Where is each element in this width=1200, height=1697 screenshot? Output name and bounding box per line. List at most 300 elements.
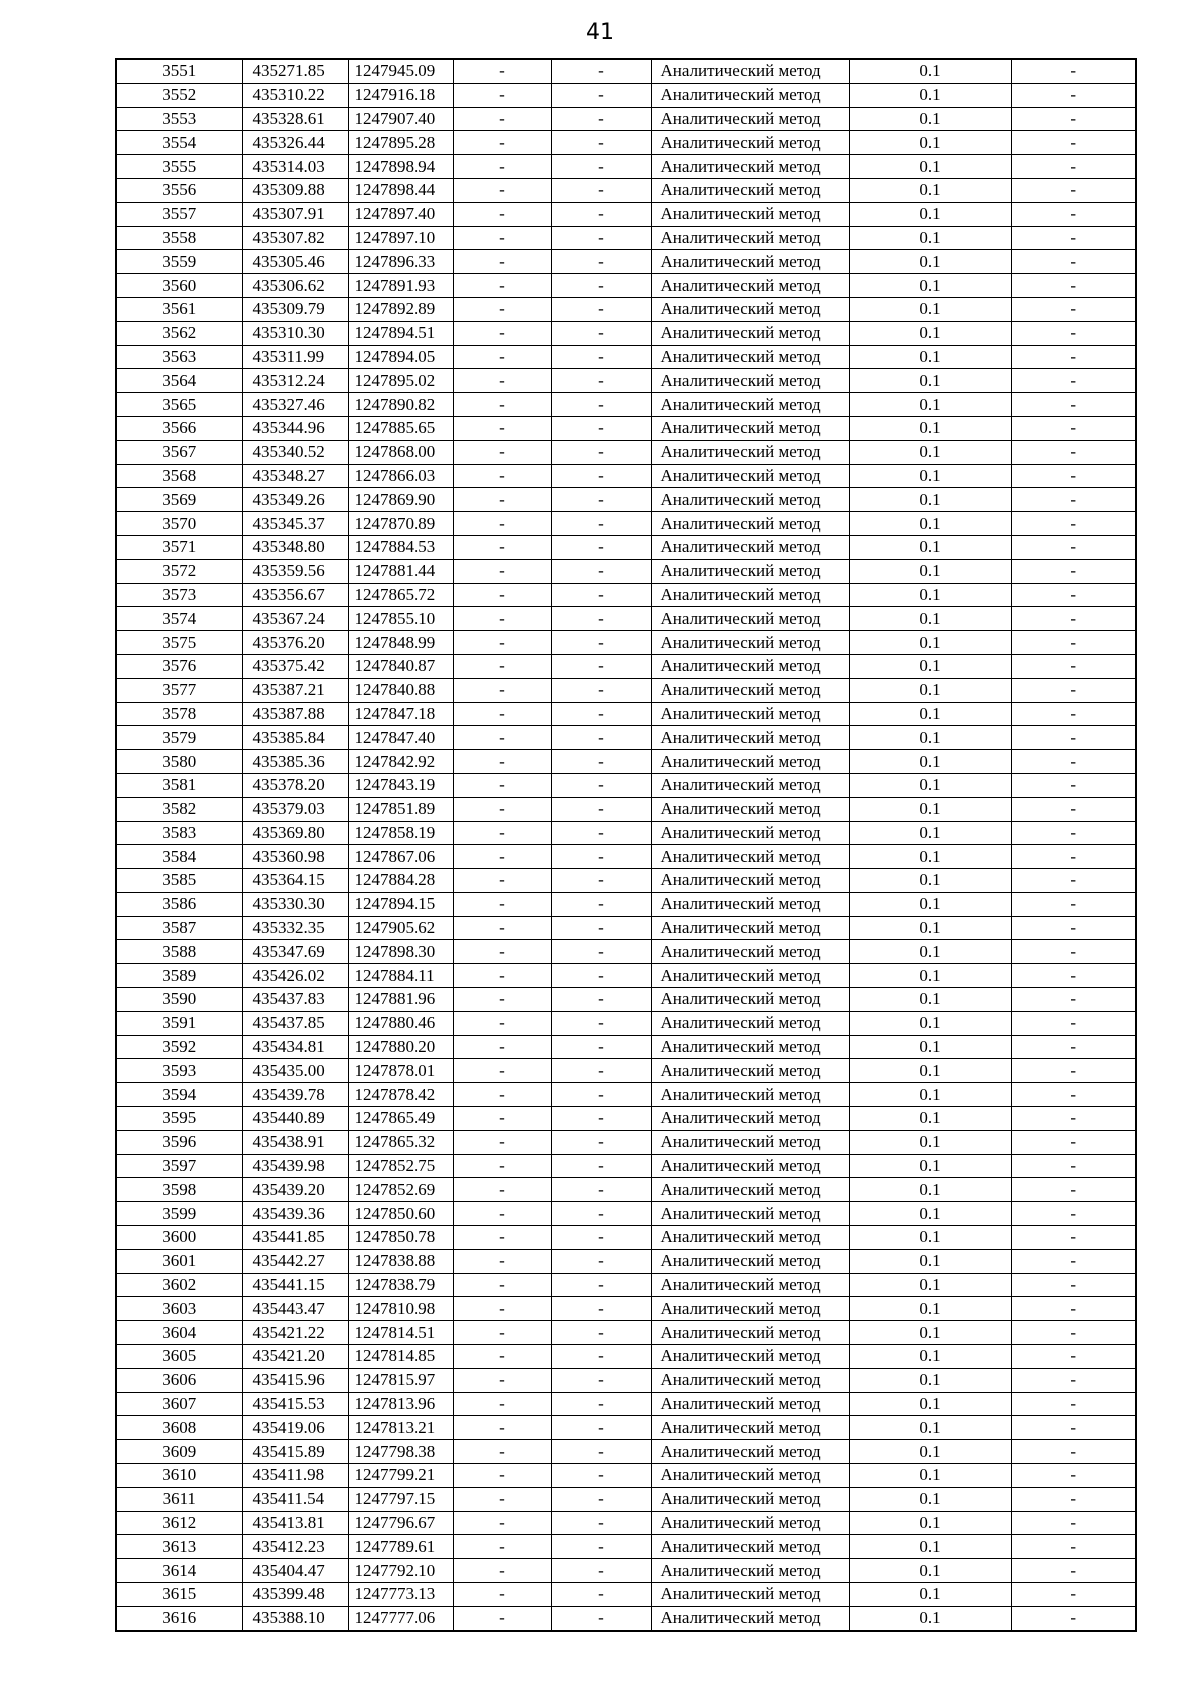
y-coordinate-cell: 1247890.82 (348, 393, 453, 417)
coordinates-table-body (116, 59, 1136, 1631)
empty-value-cell: - (551, 1083, 651, 1107)
accuracy-cell: 0.1 (849, 916, 1011, 940)
empty-value-cell: - (453, 988, 551, 1012)
point-number-cell: 3566 (116, 416, 242, 440)
point-number-cell: 3556 (116, 178, 242, 202)
point-number-cell: 3609 (116, 1440, 242, 1464)
method-cell: Аналитический метод (651, 797, 849, 821)
y-coordinate-cell: 1247773.13 (348, 1583, 453, 1607)
empty-value-cell: - (551, 1035, 651, 1059)
table-row (116, 1083, 1136, 1107)
y-coordinate-cell: 1247847.18 (348, 702, 453, 726)
empty-value-cell: - (551, 1011, 651, 1035)
y-coordinate-cell: 1247855.10 (348, 607, 453, 631)
x-coordinate-cell: 435439.20 (242, 1178, 348, 1202)
y-coordinate-cell: 1247852.75 (348, 1154, 453, 1178)
x-coordinate-cell: 435307.82 (242, 226, 348, 250)
empty-value-cell: - (551, 1464, 651, 1488)
table-row (116, 1345, 1136, 1369)
accuracy-cell: 0.1 (849, 274, 1011, 298)
empty-value-cell: - (453, 892, 551, 916)
x-coordinate-cell: 435437.83 (242, 988, 348, 1012)
accuracy-cell: 0.1 (849, 1202, 1011, 1226)
method-cell: Аналитический метод (651, 416, 849, 440)
empty-value-cell: - (1011, 988, 1136, 1012)
table-row (116, 1297, 1136, 1321)
point-number-cell: 3584 (116, 845, 242, 869)
empty-value-cell: - (551, 440, 651, 464)
empty-value-cell: - (453, 131, 551, 155)
y-coordinate-cell: 1247945.09 (348, 59, 453, 83)
empty-value-cell: - (1011, 440, 1136, 464)
table-row (116, 1606, 1136, 1630)
empty-value-cell: - (1011, 1226, 1136, 1250)
table-row (116, 869, 1136, 893)
y-coordinate-cell: 1247814.85 (348, 1345, 453, 1369)
method-cell: Аналитический метод (651, 1011, 849, 1035)
empty-value-cell: - (1011, 1011, 1136, 1035)
table-row (116, 155, 1136, 179)
method-cell: Аналитический метод (651, 654, 849, 678)
y-coordinate-cell: 1247884.53 (348, 535, 453, 559)
method-cell: Аналитический метод (651, 988, 849, 1012)
empty-value-cell: - (453, 1154, 551, 1178)
x-coordinate-cell: 435411.98 (242, 1464, 348, 1488)
point-number-cell: 3565 (116, 393, 242, 417)
accuracy-cell: 0.1 (849, 1464, 1011, 1488)
empty-value-cell: - (551, 512, 651, 536)
point-number-cell: 3552 (116, 83, 242, 107)
point-number-cell: 3562 (116, 321, 242, 345)
empty-value-cell: - (551, 916, 651, 940)
empty-value-cell: - (1011, 869, 1136, 893)
table-row (116, 202, 1136, 226)
empty-value-cell: - (551, 488, 651, 512)
empty-value-cell: - (453, 1464, 551, 1488)
method-cell: Аналитический метод (651, 1345, 849, 1369)
table-row (116, 131, 1136, 155)
x-coordinate-cell: 435312.24 (242, 369, 348, 393)
accuracy-cell: 0.1 (849, 250, 1011, 274)
y-coordinate-cell: 1247798.38 (348, 1440, 453, 1464)
y-coordinate-cell: 1247870.89 (348, 512, 453, 536)
x-coordinate-cell: 435421.20 (242, 1345, 348, 1369)
method-cell: Аналитический метод (651, 726, 849, 750)
point-number-cell: 3586 (116, 892, 242, 916)
y-coordinate-cell: 1247796.67 (348, 1511, 453, 1535)
y-coordinate-cell: 1247867.06 (348, 845, 453, 869)
method-cell: Аналитический метод (651, 583, 849, 607)
point-number-cell: 3611 (116, 1487, 242, 1511)
empty-value-cell: - (1011, 297, 1136, 321)
table-row (116, 321, 1136, 345)
y-coordinate-cell: 1247894.05 (348, 345, 453, 369)
empty-value-cell: - (453, 773, 551, 797)
y-coordinate-cell: 1247838.79 (348, 1273, 453, 1297)
point-number-cell: 3577 (116, 678, 242, 702)
table-row (116, 654, 1136, 678)
y-coordinate-cell: 1247777.06 (348, 1606, 453, 1630)
table-row (116, 1011, 1136, 1035)
method-cell: Аналитический метод (651, 464, 849, 488)
empty-value-cell: - (551, 654, 651, 678)
point-number-cell: 3601 (116, 1249, 242, 1273)
accuracy-cell: 0.1 (849, 369, 1011, 393)
empty-value-cell: - (1011, 1249, 1136, 1273)
empty-value-cell: - (453, 916, 551, 940)
empty-value-cell: - (1011, 1392, 1136, 1416)
accuracy-cell: 0.1 (849, 202, 1011, 226)
empty-value-cell: - (1011, 535, 1136, 559)
point-number-cell: 3567 (116, 440, 242, 464)
method-cell: Аналитический метод (651, 1107, 849, 1131)
empty-value-cell: - (551, 1511, 651, 1535)
empty-value-cell: - (1011, 1606, 1136, 1630)
method-cell: Аналитический метод (651, 1583, 849, 1607)
table-row (116, 274, 1136, 298)
empty-value-cell: - (551, 416, 651, 440)
accuracy-cell: 0.1 (849, 1368, 1011, 1392)
empty-value-cell: - (551, 821, 651, 845)
empty-value-cell: - (551, 393, 651, 417)
empty-value-cell: - (1011, 393, 1136, 417)
y-coordinate-cell: 1247814.51 (348, 1321, 453, 1345)
empty-value-cell: - (551, 1249, 651, 1273)
empty-value-cell: - (551, 1154, 651, 1178)
empty-value-cell: - (1011, 797, 1136, 821)
empty-value-cell: - (1011, 1535, 1136, 1559)
empty-value-cell: - (1011, 464, 1136, 488)
point-number-cell: 3578 (116, 702, 242, 726)
empty-value-cell: - (551, 1297, 651, 1321)
point-number-cell: 3564 (116, 369, 242, 393)
empty-value-cell: - (1011, 583, 1136, 607)
empty-value-cell: - (551, 155, 651, 179)
empty-value-cell: - (1011, 892, 1136, 916)
y-coordinate-cell: 1247895.02 (348, 369, 453, 393)
x-coordinate-cell: 435326.44 (242, 131, 348, 155)
empty-value-cell: - (551, 1559, 651, 1583)
empty-value-cell: - (1011, 345, 1136, 369)
point-number-cell: 3557 (116, 202, 242, 226)
empty-value-cell: - (453, 393, 551, 417)
y-coordinate-cell: 1247797.15 (348, 1487, 453, 1511)
table-row (116, 1392, 1136, 1416)
table-row (116, 464, 1136, 488)
empty-value-cell: - (1011, 1321, 1136, 1345)
table-row (116, 416, 1136, 440)
empty-value-cell: - (551, 678, 651, 702)
empty-value-cell: - (551, 988, 651, 1012)
empty-value-cell: - (453, 464, 551, 488)
point-number-cell: 3582 (116, 797, 242, 821)
accuracy-cell: 0.1 (849, 1130, 1011, 1154)
empty-value-cell: - (453, 845, 551, 869)
method-cell: Аналитический метод (651, 274, 849, 298)
accuracy-cell: 0.1 (849, 1345, 1011, 1369)
y-coordinate-cell: 1247897.10 (348, 226, 453, 250)
table-row (116, 940, 1136, 964)
table-row (116, 512, 1136, 536)
empty-value-cell: - (1011, 654, 1136, 678)
point-number-cell: 3597 (116, 1154, 242, 1178)
method-cell: Аналитический метод (651, 488, 849, 512)
accuracy-cell: 0.1 (849, 869, 1011, 893)
method-cell: Аналитический метод (651, 1511, 849, 1535)
accuracy-cell: 0.1 (849, 1440, 1011, 1464)
point-number-cell: 3605 (116, 1345, 242, 1369)
method-cell: Аналитический метод (651, 107, 849, 131)
accuracy-cell: 0.1 (849, 1297, 1011, 1321)
method-cell: Аналитический метод (651, 678, 849, 702)
point-number-cell: 3558 (116, 226, 242, 250)
empty-value-cell: - (551, 631, 651, 655)
y-coordinate-cell: 1247840.88 (348, 678, 453, 702)
empty-value-cell: - (551, 535, 651, 559)
method-cell: Аналитический метод (651, 535, 849, 559)
point-number-cell: 3589 (116, 964, 242, 988)
point-number-cell: 3588 (116, 940, 242, 964)
y-coordinate-cell: 1247838.88 (348, 1249, 453, 1273)
empty-value-cell: - (1011, 1107, 1136, 1131)
method-cell: Аналитический метод (651, 1178, 849, 1202)
x-coordinate-cell: 435314.03 (242, 155, 348, 179)
point-number-cell: 3551 (116, 59, 242, 83)
empty-value-cell: - (1011, 1559, 1136, 1583)
empty-value-cell: - (1011, 1416, 1136, 1440)
accuracy-cell: 0.1 (849, 1416, 1011, 1440)
empty-value-cell: - (1011, 1202, 1136, 1226)
empty-value-cell: - (453, 297, 551, 321)
empty-value-cell: - (453, 1345, 551, 1369)
y-coordinate-cell: 1247850.78 (348, 1226, 453, 1250)
y-coordinate-cell: 1247799.21 (348, 1464, 453, 1488)
table-row (116, 345, 1136, 369)
empty-value-cell: - (453, 559, 551, 583)
empty-value-cell: - (453, 1535, 551, 1559)
empty-value-cell: - (551, 702, 651, 726)
point-number-cell: 3573 (116, 583, 242, 607)
method-cell: Аналитический метод (651, 155, 849, 179)
table-row (116, 892, 1136, 916)
empty-value-cell: - (1011, 369, 1136, 393)
empty-value-cell: - (551, 750, 651, 774)
y-coordinate-cell: 1247792.10 (348, 1559, 453, 1583)
y-coordinate-cell: 1247905.62 (348, 916, 453, 940)
empty-value-cell: - (453, 1249, 551, 1273)
empty-value-cell: - (551, 1392, 651, 1416)
accuracy-cell: 0.1 (849, 607, 1011, 631)
x-coordinate-cell: 435413.81 (242, 1511, 348, 1535)
x-coordinate-cell: 435421.22 (242, 1321, 348, 1345)
y-coordinate-cell: 1247847.40 (348, 726, 453, 750)
x-coordinate-cell: 435306.62 (242, 274, 348, 298)
accuracy-cell: 0.1 (849, 393, 1011, 417)
point-number-cell: 3604 (116, 1321, 242, 1345)
empty-value-cell: - (1011, 178, 1136, 202)
accuracy-cell: 0.1 (849, 107, 1011, 131)
x-coordinate-cell: 435387.21 (242, 678, 348, 702)
y-coordinate-cell: 1247894.51 (348, 321, 453, 345)
method-cell: Аналитический метод (651, 1487, 849, 1511)
method-cell: Аналитический метод (651, 1226, 849, 1250)
method-cell: Аналитический метод (651, 821, 849, 845)
accuracy-cell: 0.1 (849, 512, 1011, 536)
table-row (116, 1583, 1136, 1607)
table-row (116, 631, 1136, 655)
method-cell: Аналитический метод (651, 178, 849, 202)
table-row (116, 535, 1136, 559)
empty-value-cell: - (551, 59, 651, 83)
empty-value-cell: - (453, 250, 551, 274)
empty-value-cell: - (453, 1083, 551, 1107)
accuracy-cell: 0.1 (849, 678, 1011, 702)
y-coordinate-cell: 1247858.19 (348, 821, 453, 845)
empty-value-cell: - (1011, 1154, 1136, 1178)
empty-value-cell: - (453, 535, 551, 559)
accuracy-cell: 0.1 (849, 416, 1011, 440)
y-coordinate-cell: 1247894.15 (348, 892, 453, 916)
point-number-cell: 3560 (116, 274, 242, 298)
accuracy-cell: 0.1 (849, 892, 1011, 916)
accuracy-cell: 0.1 (849, 1487, 1011, 1511)
empty-value-cell: - (453, 59, 551, 83)
y-coordinate-cell: 1247884.28 (348, 869, 453, 893)
empty-value-cell: - (1011, 1297, 1136, 1321)
method-cell: Аналитический метод (651, 83, 849, 107)
empty-value-cell: - (551, 1178, 651, 1202)
x-coordinate-cell: 435328.61 (242, 107, 348, 131)
point-number-cell: 3598 (116, 1178, 242, 1202)
empty-value-cell: - (453, 583, 551, 607)
table-row (116, 1321, 1136, 1345)
x-coordinate-cell: 435411.54 (242, 1487, 348, 1511)
point-number-cell: 3594 (116, 1083, 242, 1107)
empty-value-cell: - (551, 1273, 651, 1297)
empty-value-cell: - (453, 107, 551, 131)
empty-value-cell: - (453, 797, 551, 821)
x-coordinate-cell: 435364.15 (242, 869, 348, 893)
empty-value-cell: - (551, 1535, 651, 1559)
method-cell: Аналитический метод (651, 440, 849, 464)
y-coordinate-cell: 1247898.30 (348, 940, 453, 964)
accuracy-cell: 0.1 (849, 821, 1011, 845)
empty-value-cell: - (1011, 1059, 1136, 1083)
table-row (116, 1107, 1136, 1131)
accuracy-cell: 0.1 (849, 131, 1011, 155)
x-coordinate-cell: 435441.85 (242, 1226, 348, 1250)
x-coordinate-cell: 435271.85 (242, 59, 348, 83)
point-number-cell: 3607 (116, 1392, 242, 1416)
x-coordinate-cell: 435387.88 (242, 702, 348, 726)
empty-value-cell: - (453, 1606, 551, 1630)
empty-value-cell: - (453, 1130, 551, 1154)
point-number-cell: 3561 (116, 297, 242, 321)
y-coordinate-cell: 1247880.46 (348, 1011, 453, 1035)
y-coordinate-cell: 1247878.42 (348, 1083, 453, 1107)
empty-value-cell: - (453, 512, 551, 536)
accuracy-cell: 0.1 (849, 988, 1011, 1012)
x-coordinate-cell: 435305.46 (242, 250, 348, 274)
table-row (116, 1368, 1136, 1392)
empty-value-cell: - (551, 1226, 651, 1250)
table-row (116, 440, 1136, 464)
point-number-cell: 3593 (116, 1059, 242, 1083)
method-cell: Аналитический метод (651, 1297, 849, 1321)
y-coordinate-cell: 1247851.89 (348, 797, 453, 821)
empty-value-cell: - (453, 1226, 551, 1250)
x-coordinate-cell: 435426.02 (242, 964, 348, 988)
empty-value-cell: - (1011, 321, 1136, 345)
accuracy-cell: 0.1 (849, 702, 1011, 726)
empty-value-cell: - (551, 297, 651, 321)
empty-value-cell: - (453, 1011, 551, 1035)
empty-value-cell: - (551, 369, 651, 393)
empty-value-cell: - (551, 250, 651, 274)
table-row (116, 1440, 1136, 1464)
point-number-cell: 3614 (116, 1559, 242, 1583)
method-cell: Аналитический метод (651, 559, 849, 583)
empty-value-cell: - (1011, 940, 1136, 964)
x-coordinate-cell: 435327.46 (242, 393, 348, 417)
x-coordinate-cell: 435434.81 (242, 1035, 348, 1059)
empty-value-cell: - (1011, 750, 1136, 774)
empty-value-cell: - (453, 1583, 551, 1607)
point-number-cell: 3585 (116, 869, 242, 893)
point-number-cell: 3553 (116, 107, 242, 131)
empty-value-cell: - (1011, 202, 1136, 226)
x-coordinate-cell: 435309.79 (242, 297, 348, 321)
empty-value-cell: - (551, 773, 651, 797)
table-row (116, 702, 1136, 726)
method-cell: Аналитический метод (651, 369, 849, 393)
empty-value-cell: - (1011, 631, 1136, 655)
method-cell: Аналитический метод (651, 1535, 849, 1559)
empty-value-cell: - (551, 107, 651, 131)
accuracy-cell: 0.1 (849, 440, 1011, 464)
table-row (116, 297, 1136, 321)
x-coordinate-cell: 435399.48 (242, 1583, 348, 1607)
table-row (116, 1130, 1136, 1154)
method-cell: Аналитический метод (651, 1249, 849, 1273)
coordinates-table (115, 58, 1137, 1632)
point-number-cell: 3595 (116, 1107, 242, 1131)
accuracy-cell: 0.1 (849, 1011, 1011, 1035)
table-row (116, 250, 1136, 274)
method-cell: Аналитический метод (651, 1559, 849, 1583)
table-row (116, 1511, 1136, 1535)
point-number-cell: 3599 (116, 1202, 242, 1226)
y-coordinate-cell: 1247896.33 (348, 250, 453, 274)
x-coordinate-cell: 435439.78 (242, 1083, 348, 1107)
point-number-cell: 3563 (116, 345, 242, 369)
empty-value-cell: - (551, 464, 651, 488)
x-coordinate-cell: 435442.27 (242, 1249, 348, 1273)
x-coordinate-cell: 435348.80 (242, 535, 348, 559)
x-coordinate-cell: 435435.00 (242, 1059, 348, 1083)
empty-value-cell: - (1011, 845, 1136, 869)
x-coordinate-cell: 435347.69 (242, 940, 348, 964)
empty-value-cell: - (1011, 131, 1136, 155)
empty-value-cell: - (551, 940, 651, 964)
accuracy-cell: 0.1 (849, 654, 1011, 678)
empty-value-cell: - (453, 654, 551, 678)
empty-value-cell: - (453, 964, 551, 988)
table-row (116, 1035, 1136, 1059)
empty-value-cell: - (1011, 1273, 1136, 1297)
point-number-cell: 3580 (116, 750, 242, 774)
y-coordinate-cell: 1247898.94 (348, 155, 453, 179)
